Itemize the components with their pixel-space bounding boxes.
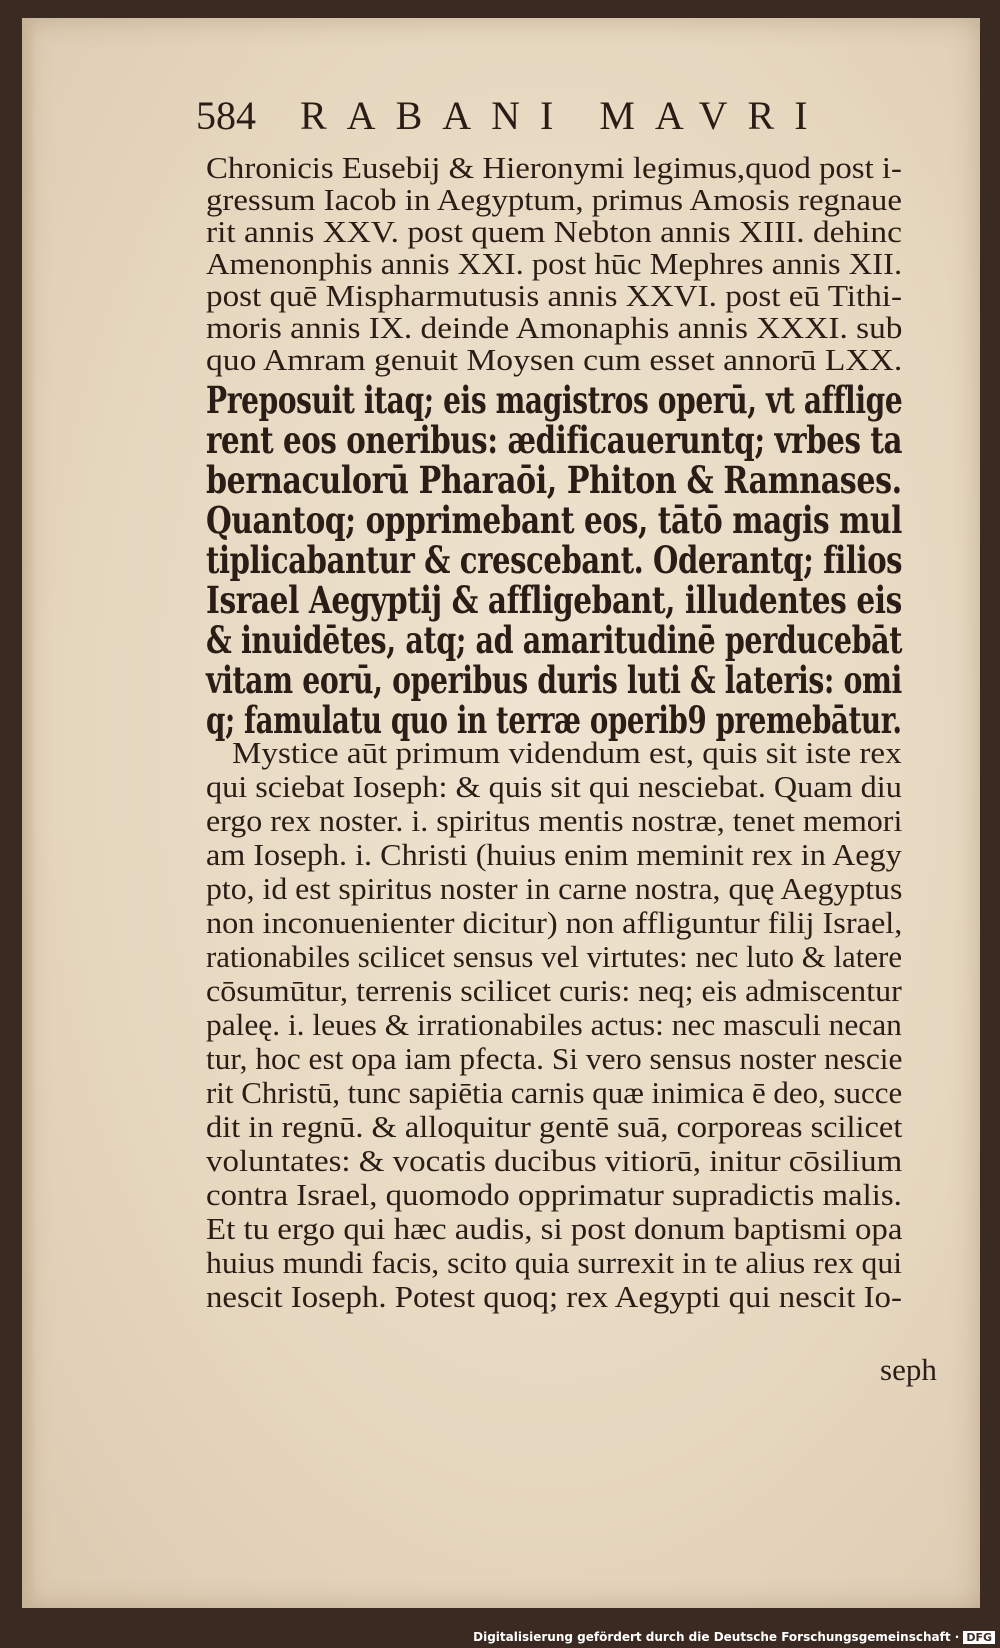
text-line: q; famulatu quo in terræ operib9 premebātur.: [206, 698, 902, 742]
text-line: Et tu ergo qui hæc audis, si post donum baptismi opa: [206, 1211, 903, 1246]
text-line: voluntates: & vocatis ducibus vitiorū, initur cōsilium: [206, 1143, 903, 1178]
text-line: non inconuenienter dicitur) non affliguntur filij Israel,: [206, 905, 903, 940]
dfg-logo: DFG: [963, 1631, 995, 1644]
text-line: bernaculorū Pharaōi, Phiton & Ramnases.: [206, 458, 902, 502]
text-line: quo Amram genuit Moysen cum esset annorū LXX.: [206, 342, 903, 377]
text-line: Amenonphis annis XXI. post hūc Mephres annis XII.: [206, 246, 903, 281]
text-line: huius mundi facis, scito quia surrexit in te alius rex qui: [206, 1245, 903, 1280]
running-header: [196, 92, 828, 139]
text-line: Preposuit itaq; eis magistros operū, vt afflige: [206, 378, 903, 422]
running-title-rabani: RABANI: [300, 93, 574, 138]
text-line: post quē Mispharmutusis annis XXVI. post eū Tithi-: [206, 278, 903, 313]
text-line: paleę. i. leues & irrationabiles actus: nec masculi necan: [206, 1007, 902, 1042]
text-line: rationabiles scilicet sensus vel virtutes: nec luto & latere: [206, 939, 903, 974]
text-line: Mystice aūt primum videndum est, quis sit iste rex: [232, 735, 902, 770]
text-line: contra Israel, quomodo opprimatur supradictis malis.: [206, 1177, 902, 1212]
text-line: cōsumūtur, terrenis scilicet curis: neq; eis admiscentur: [206, 973, 902, 1008]
running-title-mavri: MAVRI: [599, 93, 828, 138]
text-line: & inuidētes, atq; ad amaritudinē perducebāt: [206, 618, 903, 662]
text-line: tur, hoc est opa iam pfecta. Si vero sensus noster nescie: [206, 1041, 903, 1076]
text-line: moris annis IX. deinde Amonaphis annis XXXI. sub: [206, 310, 903, 345]
text-line: tiplicabantur & crescebant. Oderantq; filios: [206, 538, 903, 582]
text-line: Chronicis Eusebij & Hieronymi legimus,quod post i-: [206, 150, 902, 185]
catchword: seph: [880, 1352, 937, 1387]
text-line: rit annis XXV. post quem Nebton annis XIII. dehinc: [206, 214, 902, 249]
text-line: Quantoq; opprimebant eos, tātō magis mul: [206, 498, 902, 542]
text-line: am Ioseph. i. Christi (huius enim meminit rex in Aegy: [206, 837, 902, 872]
digitization-credit: [0, 1630, 995, 1644]
text-line: qui sciebat Ioseph: & quis sit qui nesciebat. Quam diu: [206, 769, 902, 804]
text-line: gressum Iacob in Aegyptum, primus Amosis regnaue: [206, 182, 902, 217]
page-number: 584: [196, 93, 256, 138]
text-line: Israel Aegyptij & affligebant, illudentes eis: [206, 578, 902, 622]
page-gutter-shadow: [22, 18, 36, 1608]
text-line: pto, id est spiritus noster in carne nostra, quę Aegyptus: [206, 871, 903, 906]
text-line: ergo rex noster. i. spiritus mentis nostræ, tenet memori: [206, 803, 903, 838]
text-line: rent eos oneribus: ædificaueruntq; vrbes ta: [206, 418, 903, 462]
text-line: rit Christū, tunc sapiētia carnis quæ inimica ē deo, succe: [206, 1075, 903, 1110]
text-line: nescit Ioseph. Potest quoq; rex Aegypti qui nescit Io-: [206, 1279, 902, 1314]
text-line: dit in regnū. & alloquitur gentē suā, corporeas scilicet: [206, 1109, 903, 1144]
text-line: vitam eorū, operibus duris luti & lateris: omi: [206, 658, 902, 702]
credit-text: Digitalisierung gefördert durch die Deutsche Forschungsgemeinschaft ·: [473, 1630, 960, 1644]
